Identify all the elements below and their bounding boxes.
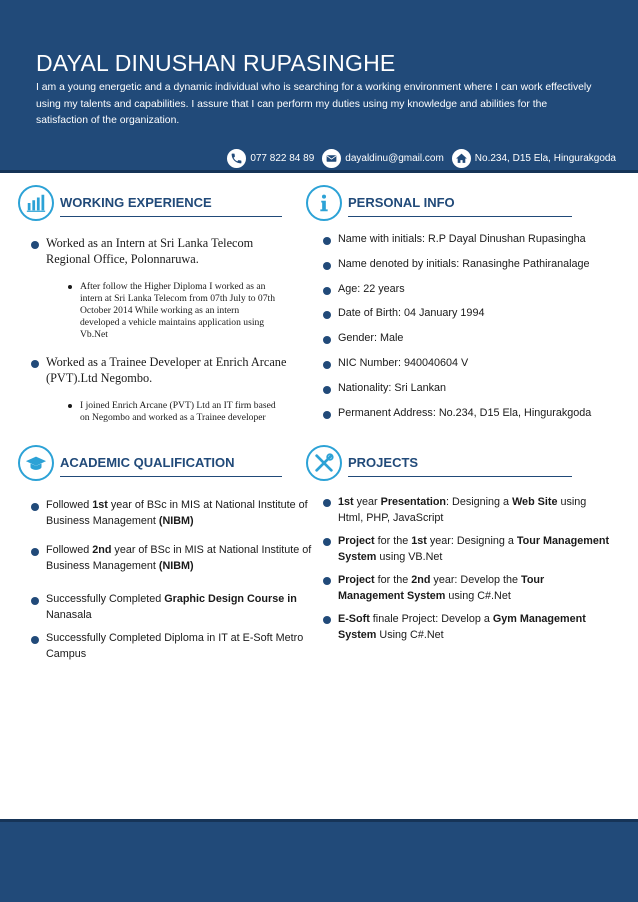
academic-text: Nanasala <box>46 608 92 621</box>
contact-phone[interactable] <box>227 149 314 168</box>
list-item <box>322 232 622 246</box>
phone-text: 077 822 84 89 <box>250 153 315 164</box>
academic-text: year of BSc in MIS at National Institute of Business Management <box>46 544 312 572</box>
personal-info-title: PERSONAL INFO <box>348 195 572 217</box>
project-text: Gym Management System <box>338 613 586 641</box>
personal-info-text: Gender: Male <box>338 332 404 345</box>
experience-detail: After follow the Higher Diploma I worked as an intern at Sri Lanka Telecom from 07th July to 07th October 2014 While working as an intern developed a vehicle maintains application using Vb.Net <box>80 281 275 340</box>
contact-address[interactable] <box>452 149 616 168</box>
academic-text: 2nd <box>92 544 112 556</box>
list-item <box>30 355 288 386</box>
working-experience-list <box>30 236 288 424</box>
phone-icon <box>227 149 246 168</box>
academic-text: 1st <box>92 499 108 511</box>
project-text: using Html, PHP, JavaScript <box>338 496 587 524</box>
project-text: Project <box>338 574 375 586</box>
list-item <box>322 406 622 420</box>
contact-bar <box>219 149 616 168</box>
project-text: Using C#.Net <box>376 629 444 641</box>
academic-list <box>30 498 312 662</box>
academic-text: Followed <box>46 544 93 556</box>
personal-info-text: Permanent Address: No.234, D15 Ela, Hingurakgoda <box>338 406 592 419</box>
list-item <box>322 257 622 271</box>
list-item <box>30 498 312 529</box>
academic-text: Successfully Completed <box>46 593 165 605</box>
header-divider <box>0 170 638 173</box>
personal-info-text: Age: 22 years <box>338 282 405 295</box>
project-text: year: Develop the <box>430 574 522 586</box>
list-item <box>30 631 312 662</box>
info-icon <box>306 185 342 221</box>
graduation-cap-icon <box>18 445 54 481</box>
project-text: Web Site <box>512 496 558 508</box>
house-icon <box>452 149 471 168</box>
list-item <box>322 282 622 296</box>
email-text: dayaldinu@gmail.com <box>345 153 444 164</box>
experience-text: Worked as an Intern at Sri Lanka Telecom Regional Office, Polonnaruwa. <box>46 236 254 266</box>
list-item <box>322 331 622 345</box>
list-item <box>30 592 312 623</box>
personal-info-text: Date of Birth: 04 January 1994 <box>338 307 485 320</box>
personal-info-list <box>322 232 622 430</box>
project-text: finale Project: Develop a <box>369 613 493 625</box>
project-text: 2nd <box>411 574 431 586</box>
list-item <box>322 381 622 395</box>
project-text: using C#.Net <box>445 590 511 602</box>
academic-title: ACADEMIC QUALIFICATION <box>60 455 282 477</box>
personal-info-text: Name with initials: R.P Dayal Dinushan Rupasingha <box>338 233 586 245</box>
project-text: Presentation <box>380 496 447 508</box>
projects-header <box>306 445 572 481</box>
address-text: No.234, D15 Ela, Hingurakgoda <box>474 153 616 164</box>
personal-info-text: Name denoted by initials: Ranasinghe Pathiranalage <box>338 257 590 270</box>
personal-info-text: Nationality: Sri Lankan <box>338 381 447 394</box>
list-item <box>322 611 612 643</box>
academic-text: (NIBM) <box>158 559 194 572</box>
bar-chart-icon <box>18 185 54 221</box>
list-item <box>322 572 612 604</box>
project-text: 1st <box>411 535 427 547</box>
list-item <box>30 236 288 267</box>
project-text: year: Designing a <box>426 535 517 547</box>
list-item <box>66 400 276 424</box>
tools-icon <box>306 445 342 481</box>
project-text: E-Soft <box>338 613 370 625</box>
list-item <box>322 494 612 526</box>
list-item <box>322 306 622 320</box>
project-text: Tour Management System <box>338 574 545 602</box>
envelope-icon <box>322 149 341 168</box>
working-experience-header <box>18 185 282 221</box>
footer-banner <box>0 822 638 902</box>
working-experience-title: WORKING EXPERIENCE <box>60 195 282 217</box>
personal-info-header <box>306 185 572 221</box>
academic-text: Successfully Completed Diploma in IT at E-Soft Metro Campus <box>46 632 304 660</box>
project-text: Project <box>338 535 375 547</box>
project-text: Tour Management System <box>338 535 610 563</box>
contact-email[interactable] <box>322 149 444 168</box>
project-text: for the <box>374 535 412 547</box>
project-text: year <box>353 496 381 508</box>
experience-text: Worked as a Trainee Developer at Enrich Arcane (PVT).Ltd Negombo. <box>46 355 287 385</box>
projects-title: PROJECTS <box>348 455 572 477</box>
list-item <box>322 533 612 565</box>
academic-header <box>18 445 282 481</box>
list-item <box>322 356 622 370</box>
project-text: for the <box>374 574 412 586</box>
academic-text: Graphic Design Course in <box>164 593 297 605</box>
academic-text: (NIBM) <box>158 514 194 527</box>
projects-list <box>322 494 612 650</box>
experience-detail: I joined Enrich Arcane (PVT) Ltd an IT firm based on Negombo and worked as a Trainee developer <box>80 400 276 423</box>
list-item <box>30 543 312 574</box>
personal-info-text: NIC Number: 940040604 V <box>338 356 469 369</box>
project-text: : Designing a <box>446 496 513 508</box>
profile-summary: I am a young energetic and a dynamic individual who is searching for a working environment where I can work effectively using my talents and capabilities. I assure that I can perform my duties using my knowledge and abilities for the satisfaction of the organization. <box>36 82 592 126</box>
resume-name: DAYAL DINUSHAN RUPASINGHE <box>36 50 396 76</box>
project-text: using VB.Net <box>376 551 443 563</box>
academic-text: year of BSc in MIS at National Institute of Business Management <box>46 499 308 527</box>
project-text: 1st <box>338 496 354 508</box>
academic-text: Followed <box>46 499 93 511</box>
list-item <box>66 281 276 341</box>
